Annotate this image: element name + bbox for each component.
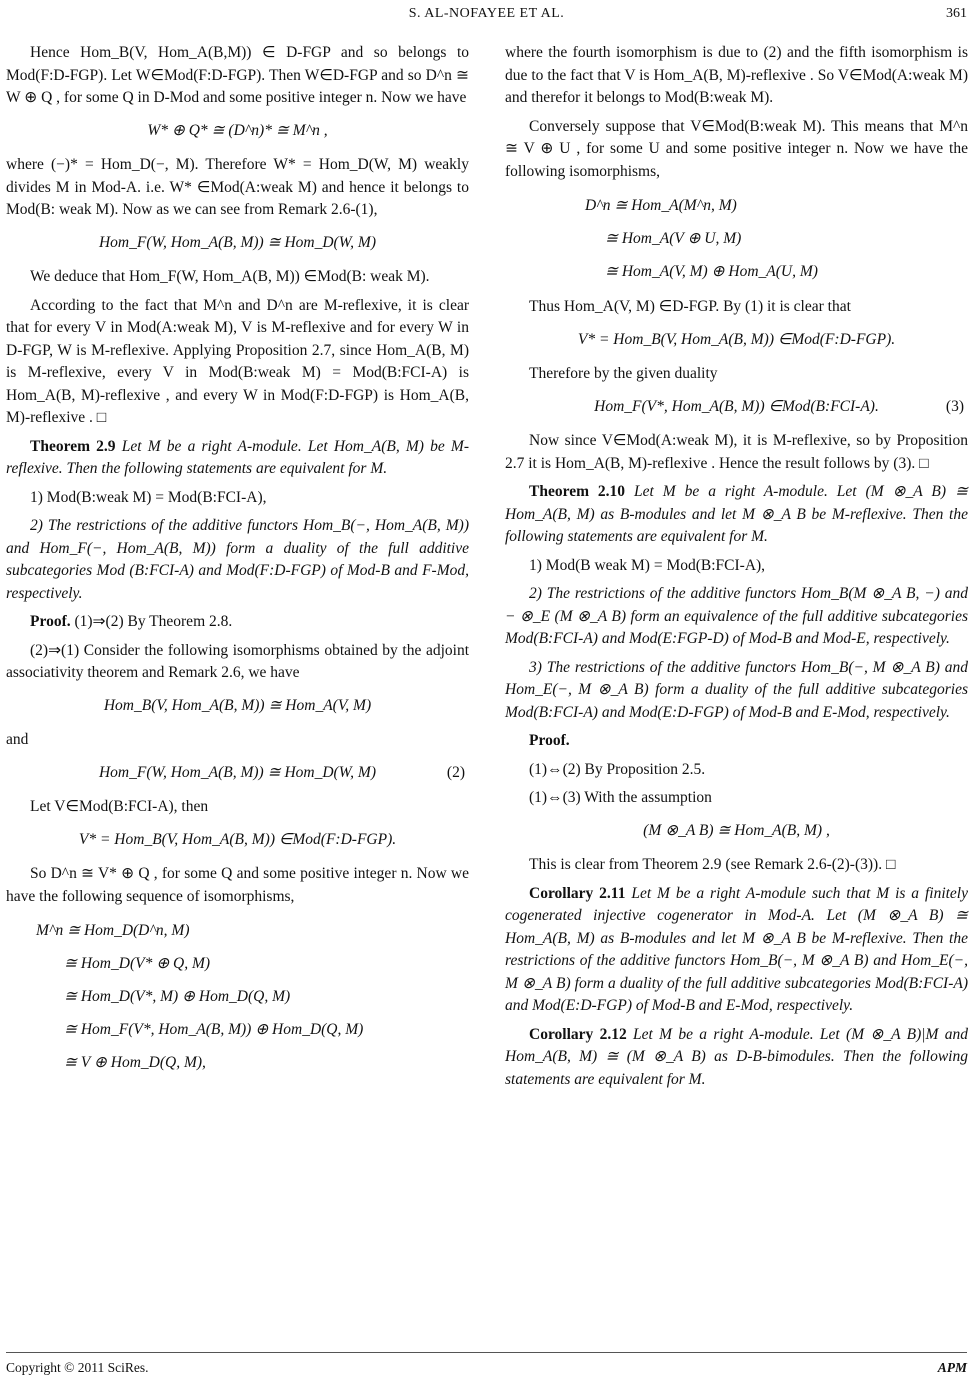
page-header: [0, 0, 973, 26]
theorem-text: Let M be a right A-module. Let Hom_A(B, M) be M-reflexive. Then the following statements are equivalent for M.: [6, 437, 470, 477]
sequence-line: M^n ≅ Hom_D(D^n, M): [36, 922, 190, 939]
list-item: 1) Mod(B weak M) = Mod(B:FCI-A),: [529, 556, 766, 574]
paragraph: We deduce that Hom_F(W, Hom_A(B, M)) ∈Mod(B: weak M).: [30, 268, 430, 285]
equation: V* = Hom_B(V, Hom_A(B, M)) ∈Mod(F:D-FGP).: [78, 830, 397, 848]
equation: V* = Hom_B(V, Hom_A(B, M)) ∈Mod(F:D-FGP).: [577, 330, 896, 348]
equation: Hom_B(V, Hom_A(B, M)) ≅ Hom_A(V, M): [103, 696, 372, 714]
equation-body: Hom_F(V*, Hom_A(B, M)) ∈Mod(B:FCI-A).: [594, 397, 879, 415]
equation: [6, 762, 469, 785]
paragraph: Now since V∈Mod(A:weak M), it is M-reflexive, so by Proposition 2.7 it is Hom_A(B, M)-reflexive . Hence the result follows by (3). □: [505, 432, 968, 472]
proof-label: Proof.: [529, 732, 570, 749]
paragraph: where the fourth isomorphism is due to (2) and the fifth isomorphism is due to the fact that V is Hom_A(B, M)-reflexive . So V∈Mod(A:weak M) and therefor it belongs to Mod(B:weak M).: [505, 44, 968, 106]
theorem: [505, 481, 968, 549]
paragraph: According to the fact that M^n and D^n are M-reflexive, it is clear that for every V in Mod(A:weak M), V is M-reflexive and for every W in D-FGP, W is M-reflexive. Applying Proposition 2.7, since Hom_A(B, M) is M-reflexive, every V in Mod(B:weak M) = Mod(B:FCI-A) is Hom_A(B, M)-reflexive , and every W in Mod(F:D-FGP) is Hom_A(B, M)-reflexive . □: [6, 296, 469, 426]
journal-abbrev: APM: [937, 1360, 967, 1375]
list-item: 2) The restrictions of the additive functors Hom_B(−, Hom_A(B, M)) and Hom_F(−, Hom_A(B, M)) form a duality of the full additive subcategories Mod (B:FCI-A) and Mod(F:D-FGP) of Mod-B and F-Mod, respectively.: [6, 517, 469, 602]
paragraph: Hence Hom_B(V, Hom_A(B,M)) ∈ D-FGP and so belongs to Mod(F:D-FGP). Let W∈Mod(F:D-FGP). Then W∈D-FGP and so D^n ≅ W ⊕ Q , for some Q in D-Mod and some positive integer n. Now we have: [6, 44, 469, 106]
sequence-line: D^n ≅ Hom_A(M^n, M): [585, 197, 737, 214]
proof-text: (1)⇒(2) By Theorem 2.8.: [74, 613, 233, 630]
paragraph: where (−)* = Hom_D(−, M). Therefore W* = Hom_D(W, M) weakly divides M in Mod-A. i.e. W* ∈Mod(A:weak M) and hence it belongs to Mod(B: weak M). Now as we can see from Remark 2.6-(1),: [6, 156, 469, 218]
corollary-title: Corollary 2.11: [529, 884, 626, 902]
page-number: 361: [946, 6, 967, 21]
sequence-line: ≅ Hom_A(V, M) ⊕ Hom_A(U, M): [605, 263, 818, 280]
paragraph: Therefore by the given duality: [529, 365, 718, 382]
proof-text: (1)⇔(2) By Proposition 2.5.: [529, 760, 706, 778]
corollary: [505, 1024, 968, 1092]
equation-number: (3): [945, 397, 964, 415]
paragraph: (2)⇒(1) Consider the following isomorphisms obtained by the adjoint associativity theorem and Remark 2.6, we have: [6, 641, 469, 681]
paragraph: Thus Hom_A(V, M) ∈D-FGP. By (1) it is clear that: [529, 298, 851, 315]
equation-body: Hom_F(W, Hom_A(B, M)) ≅ Hom_D(W, M): [98, 763, 377, 781]
sequence-line: ≅ Hom_D(V* ⊕ Q, M): [64, 955, 211, 972]
paragraph: Conversely suppose that V∈Mod(B:weak M). This means that M^n ≅ V ⊕ U , for some U and some positive integer n. Now we have the following isomorphisms,: [505, 117, 968, 180]
equation: (M ⊗_A B) ≅ Hom_A(B, M) ,: [643, 821, 830, 839]
equation-number: (2): [446, 763, 465, 781]
theorem-text: Let M be a right A-module. Let (M ⊗_A B) ≅ Hom_A(B, M) as B-modules and let M ⊗_A B be M-reflexive. Then the following statements are equivalent for M.: [505, 483, 969, 545]
list-item: 1) Mod(B:weak M) = Mod(B:FCI-A),: [30, 488, 267, 506]
proof-text: (1)⇔(3) With the assumption: [529, 789, 712, 806]
copyright: Copyright © 2011 SciRes.: [6, 1360, 149, 1375]
sequence-line: ≅ Hom_D(V*, M) ⊕ Hom_D(Q, M): [64, 988, 291, 1005]
list-item: 3) The restrictions of the additive functors Hom_B(−, M ⊗_A B) and Hom_E(−, M ⊗_A B) form a duality of the full additive subcategories Mod(B:FCI-A) and Mod(E:D-FGP) of Mod-B and E-Mod, respectively.: [505, 658, 968, 721]
sequence-line: ≅ V ⊕ Hom_D(Q, M),: [64, 1054, 206, 1071]
proof: [6, 611, 469, 634]
theorem-title: Theorem 2.9: [30, 437, 116, 455]
paragraph: Let V∈Mod(B:FCI-A), then: [30, 798, 209, 815]
right-column: [505, 42, 968, 1097]
sequence-line: ≅ Hom_F(V*, Hom_A(B, M)) ⊕ Hom_D(Q, M): [64, 1021, 364, 1038]
equation: Hom_F(W, Hom_A(B, M)) ≅ Hom_D(W, M): [98, 233, 377, 251]
equation: [505, 396, 968, 419]
sequence-line: ≅ Hom_A(V ⊕ U, M): [605, 230, 742, 247]
list-item: 2) The restrictions of the additive functors Hom_B(M ⊗_A B, −) and − ⊗_E (M ⊗_A B) form an equivalence of the full additive subcategories Mod(B:FCI-A) and Mod(E:FGP-D) of Mod-B and Mod-E, respectively.: [505, 585, 968, 647]
isomorphism-sequence: [36, 914, 469, 1079]
corollary-text: Let M be a right A-module such that M is a finitely cogenerated injective cogenerator in Mod-A. Let (M ⊗_A B) ≅ Hom_A(B, M) as B-modules and let M ⊗_A B be M-reflexive. Then the restrictions of the additive functors Hom_B(−, M ⊗_A B) and Hom_E(−, M ⊗_A B) form a duality of the full additive subcategories Mod(B:FCI-A) and Mod(E:D-FGP) of Mod-B and E-Mod, respectively.: [505, 884, 968, 1014]
corollary-title: Corollary 2.12: [529, 1025, 627, 1043]
running-head: S. AL-NOFAYEE ET AL.: [408, 6, 565, 21]
proof-label: Proof.: [30, 613, 71, 630]
left-column: [6, 42, 469, 1087]
corollary-text: Let M be a right A-module. Let (M ⊗_A B)|M and Hom_A(B, M) ≅ (M ⊗_A B) as D-B-bimodules. Then the following statements are equivalent for M.: [505, 1025, 968, 1088]
equation: W* ⊕ Q* ≅ (D^n)* ≅ M^n ,: [147, 121, 328, 139]
paragraph: So D^n ≅ V* ⊕ Q , for some Q and some positive integer n. Now we have the following sequence of isomorphisms,: [6, 865, 469, 905]
theorem: [6, 436, 469, 481]
isomorphism-sequence: [585, 189, 968, 288]
corollary: [505, 883, 968, 1018]
theorem-title: Theorem 2.10: [529, 483, 626, 500]
paragraph: This is clear from Theorem 2.9 (see Remark 2.6-(2)-(3)). □: [529, 856, 896, 873]
paragraph: and: [6, 731, 29, 748]
footer-rule: [6, 1352, 967, 1353]
